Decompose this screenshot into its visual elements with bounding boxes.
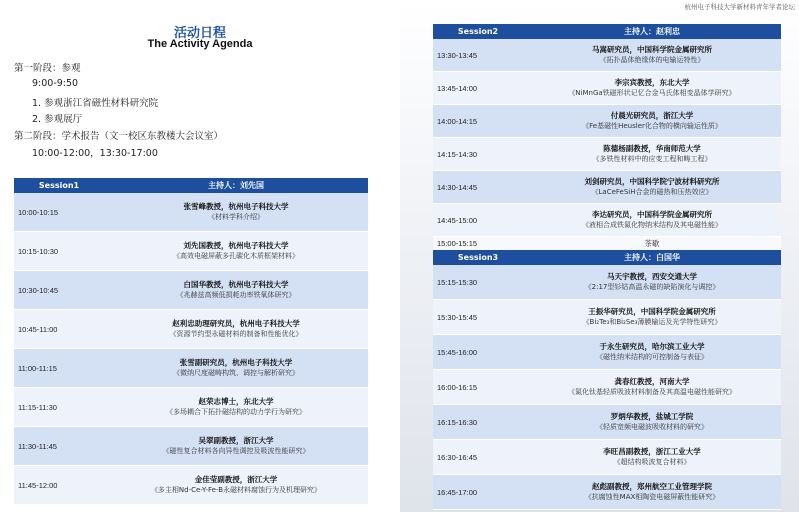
row-talk	[104, 232, 368, 270]
agenda-row	[433, 204, 781, 237]
speaker-name: 刘先国教授，杭州电子科技大学	[183, 241, 289, 250]
row-talk	[523, 72, 781, 104]
talk-title: 《资源节约型永磁材料的制备和性能优化》	[169, 330, 303, 338]
row-time: 14:30-14:45	[437, 182, 478, 192]
row-talk	[523, 370, 781, 404]
talk-title: 《NiMnGa铁磁形状记忆合金马氏体相变晶体学研究》	[568, 89, 736, 97]
row-talk	[104, 349, 368, 387]
talk-title: 《多场耦合下拓扑磁结构的动力学行为研究》	[166, 408, 306, 416]
row-talk	[523, 204, 781, 236]
speaker-name: 张雪峰教授，杭州电子科技大学	[183, 202, 289, 211]
agenda-row	[14, 232, 368, 271]
agenda-row	[14, 310, 368, 349]
agenda-row	[433, 475, 781, 510]
row-time: 10:15-10:30	[18, 246, 59, 256]
speaker-name: 王振华研究员，中国科学院金属研究所	[588, 307, 716, 316]
row-talk	[523, 405, 781, 439]
speaker-name: 赵荣志博士，东北大学	[198, 397, 274, 406]
row-time: 11:45-12:00	[18, 480, 58, 490]
agenda-row	[14, 388, 368, 427]
row-time: 10:30-10:45	[18, 285, 59, 295]
row-talk	[523, 475, 781, 509]
session2-header	[433, 24, 781, 39]
speaker-name: 白国华教授，杭州电子科技大学	[183, 280, 289, 289]
page-title-cn: 活动日程	[173, 26, 226, 41]
agenda-row	[433, 39, 781, 72]
agenda-row	[433, 440, 781, 475]
session2-name: Session2	[457, 27, 499, 36]
stage1-item2: 2. 参观展厅	[32, 114, 83, 125]
row-time: 14:45-15:00	[437, 215, 478, 225]
talk-title: 《轻质宽频电磁波吸收材料的研究》	[596, 423, 708, 431]
row-talk	[104, 388, 368, 426]
talk-title: 《Fe基磁性Heusler化合物的横向输运性质》	[582, 122, 722, 130]
agenda-row	[433, 405, 781, 440]
tea-break-label: 茶歇	[644, 239, 660, 248]
speaker-name: 马天宇教授，西安交通大学	[607, 272, 697, 281]
talk-title: 《多铁性材料中的应变工程和畴工程》	[592, 155, 712, 163]
stage1-heading: 第一阶段：参观	[14, 63, 81, 74]
stage1-time: 9:00-9:50	[32, 78, 79, 89]
row-time: 16:00-16:15	[437, 382, 478, 392]
agenda-row	[433, 265, 781, 300]
session2-host: 主持人：赵利忠	[624, 27, 680, 36]
talk-title: 《兆赫兹高频低损耗功率铁氧体研究》	[176, 291, 296, 299]
row-talk	[523, 105, 781, 137]
tea-break-row	[433, 237, 781, 250]
row-talk	[523, 440, 781, 474]
agenda-row	[14, 193, 368, 232]
row-time: 10:45-11:00	[18, 324, 58, 334]
row-talk	[523, 300, 781, 334]
session3-name: Session3	[457, 253, 499, 262]
talk-title: 《拓扑晶体绝缘体的电输运特性》	[599, 56, 705, 64]
stage1-item1: 1. 参观浙江省磁性材料研究院	[32, 98, 159, 109]
row-talk	[523, 171, 781, 203]
row-time: 15:45-16:00	[437, 347, 478, 357]
header-banner: 杭州电子科技大学新材料青年学者论坛	[684, 3, 795, 11]
talk-title: 《Bi₂Te₃和Bi₂Se₃薄膜输运及光学特性研究》	[582, 318, 722, 326]
speaker-name: 付晨光研究员，浙江大学	[610, 111, 694, 120]
right-page	[400, 0, 799, 512]
row-time: 13:30-13:45	[437, 50, 478, 60]
row-time: 16:30-16:45	[437, 452, 478, 462]
agenda-row	[433, 335, 781, 370]
agenda-row	[14, 349, 368, 388]
agenda-row	[433, 300, 781, 335]
speaker-name: 金佳莹副教授，浙江大学	[194, 475, 278, 484]
talk-title: 《多主相Nd-Ce-Y-Fe-B永磁材料腐蚀行为及机理研究》	[150, 486, 322, 494]
row-talk	[104, 427, 368, 465]
talk-title: 《磁性纳米结构的可控制备与表征》	[596, 353, 708, 361]
agenda-row	[433, 105, 781, 138]
speaker-name: 李达研究员，中国科学院金属研究所	[592, 210, 712, 219]
agenda-row	[433, 171, 781, 204]
speaker-name: 龚春红教授，河南大学	[614, 377, 690, 386]
row-talk	[104, 310, 368, 348]
talk-title: 《超结构吸波复合材料》	[613, 458, 691, 466]
agenda-row	[433, 72, 781, 105]
agenda-row	[14, 427, 368, 466]
row-time: 14:15-14:30	[437, 149, 478, 159]
row-time: 15:30-15:45	[437, 312, 478, 322]
speaker-name: 罗炳华教授，盐城工学院	[610, 412, 694, 421]
row-talk	[104, 193, 368, 231]
talk-title: 《材料学科介绍》	[208, 213, 264, 221]
speaker-name: 李宗宾教授，东北大学	[614, 78, 690, 87]
row-time: 10:00-10:15	[18, 207, 59, 217]
speaker-name: 马嵩研究员，中国科学院金属研究所	[592, 45, 712, 54]
speaker-name: 赵彪副教授，郑州航空工业管理学院	[592, 482, 712, 491]
row-talk	[523, 335, 781, 369]
speaker-name: 张雪副研究员，杭州电子科技大学	[179, 358, 293, 367]
talk-title: 《2:17型钐钴高温永磁的缺陷演化与调控》	[584, 283, 720, 291]
row-time: 11:00-11:15	[18, 363, 57, 373]
row-time: 13:45-14:00	[437, 83, 478, 93]
speaker-name: 赵利忠助理研究员，杭州电子科技大学	[172, 319, 300, 328]
speaker-name: 刘剑研究员，中国科学院宁波材料研究所	[584, 177, 720, 186]
speaker-name: 陈德杨副教授，华南师范大学	[603, 144, 701, 153]
row-talk	[104, 466, 368, 504]
row-time: 15:15-15:30	[437, 277, 478, 287]
talk-title: 《LaCeFeSiH合金的磁热和压热效应》	[591, 188, 713, 196]
session1-header	[14, 178, 368, 193]
session1-table	[14, 178, 368, 505]
stage2-heading: 第二阶段：学术报告（文一校区东教楼大会议室）	[14, 131, 224, 142]
row-time: 16:45-17:00	[437, 487, 478, 497]
session3-host: 主持人：白国华	[624, 253, 680, 262]
session3-header	[433, 250, 781, 265]
talk-title: 《液相合成铁氮化物纳米结构及其电磁性能》	[582, 221, 722, 229]
talk-title: 《氮化钛基轻质吸波材料制备及其高温电磁性能研究》	[568, 388, 736, 396]
agenda-row	[14, 466, 368, 505]
page-title-en: The Activity Agenda	[147, 38, 253, 50]
talk-title: 《高效电磁屏蔽多孔碳化木质框架材料》	[173, 252, 299, 260]
session1-name: Session1	[38, 181, 80, 190]
talk-title: 《磁性复合材料各向异性调控及吸波性能研究》	[162, 447, 310, 455]
session1-host: 主持人：刘先国	[208, 181, 264, 190]
session2-table	[433, 24, 781, 510]
row-talk	[523, 138, 781, 170]
row-time: 11:15-11:30	[18, 402, 57, 412]
speaker-name: 吴翠副教授，浙江大学	[198, 436, 274, 445]
tea-break-time: 15:00-15:15	[437, 239, 478, 248]
talk-title: 《微纳尺度磁畴构筑、调控与解析研究》	[173, 369, 299, 377]
row-time: 11:30-11:45	[18, 441, 57, 451]
stage2-time: 10:00-12:00，13:30-17:00	[32, 148, 158, 159]
row-time: 16:15-16:30	[437, 417, 478, 427]
talk-title: 《抗腐蚀性MAX相陶瓷电磁屏蔽性能研究》	[584, 493, 720, 501]
speaker-name: 李旺昌副教授，浙江工业大学	[603, 447, 701, 456]
agenda-row	[433, 370, 781, 405]
row-talk	[523, 39, 781, 71]
agenda-row	[433, 138, 781, 171]
speaker-name: 于永生研究员，哈尔滨工业大学	[599, 342, 705, 351]
agenda-row	[14, 271, 368, 310]
row-time: 14:00-14:15	[437, 116, 478, 126]
row-talk	[104, 271, 368, 309]
row-talk	[523, 265, 781, 299]
